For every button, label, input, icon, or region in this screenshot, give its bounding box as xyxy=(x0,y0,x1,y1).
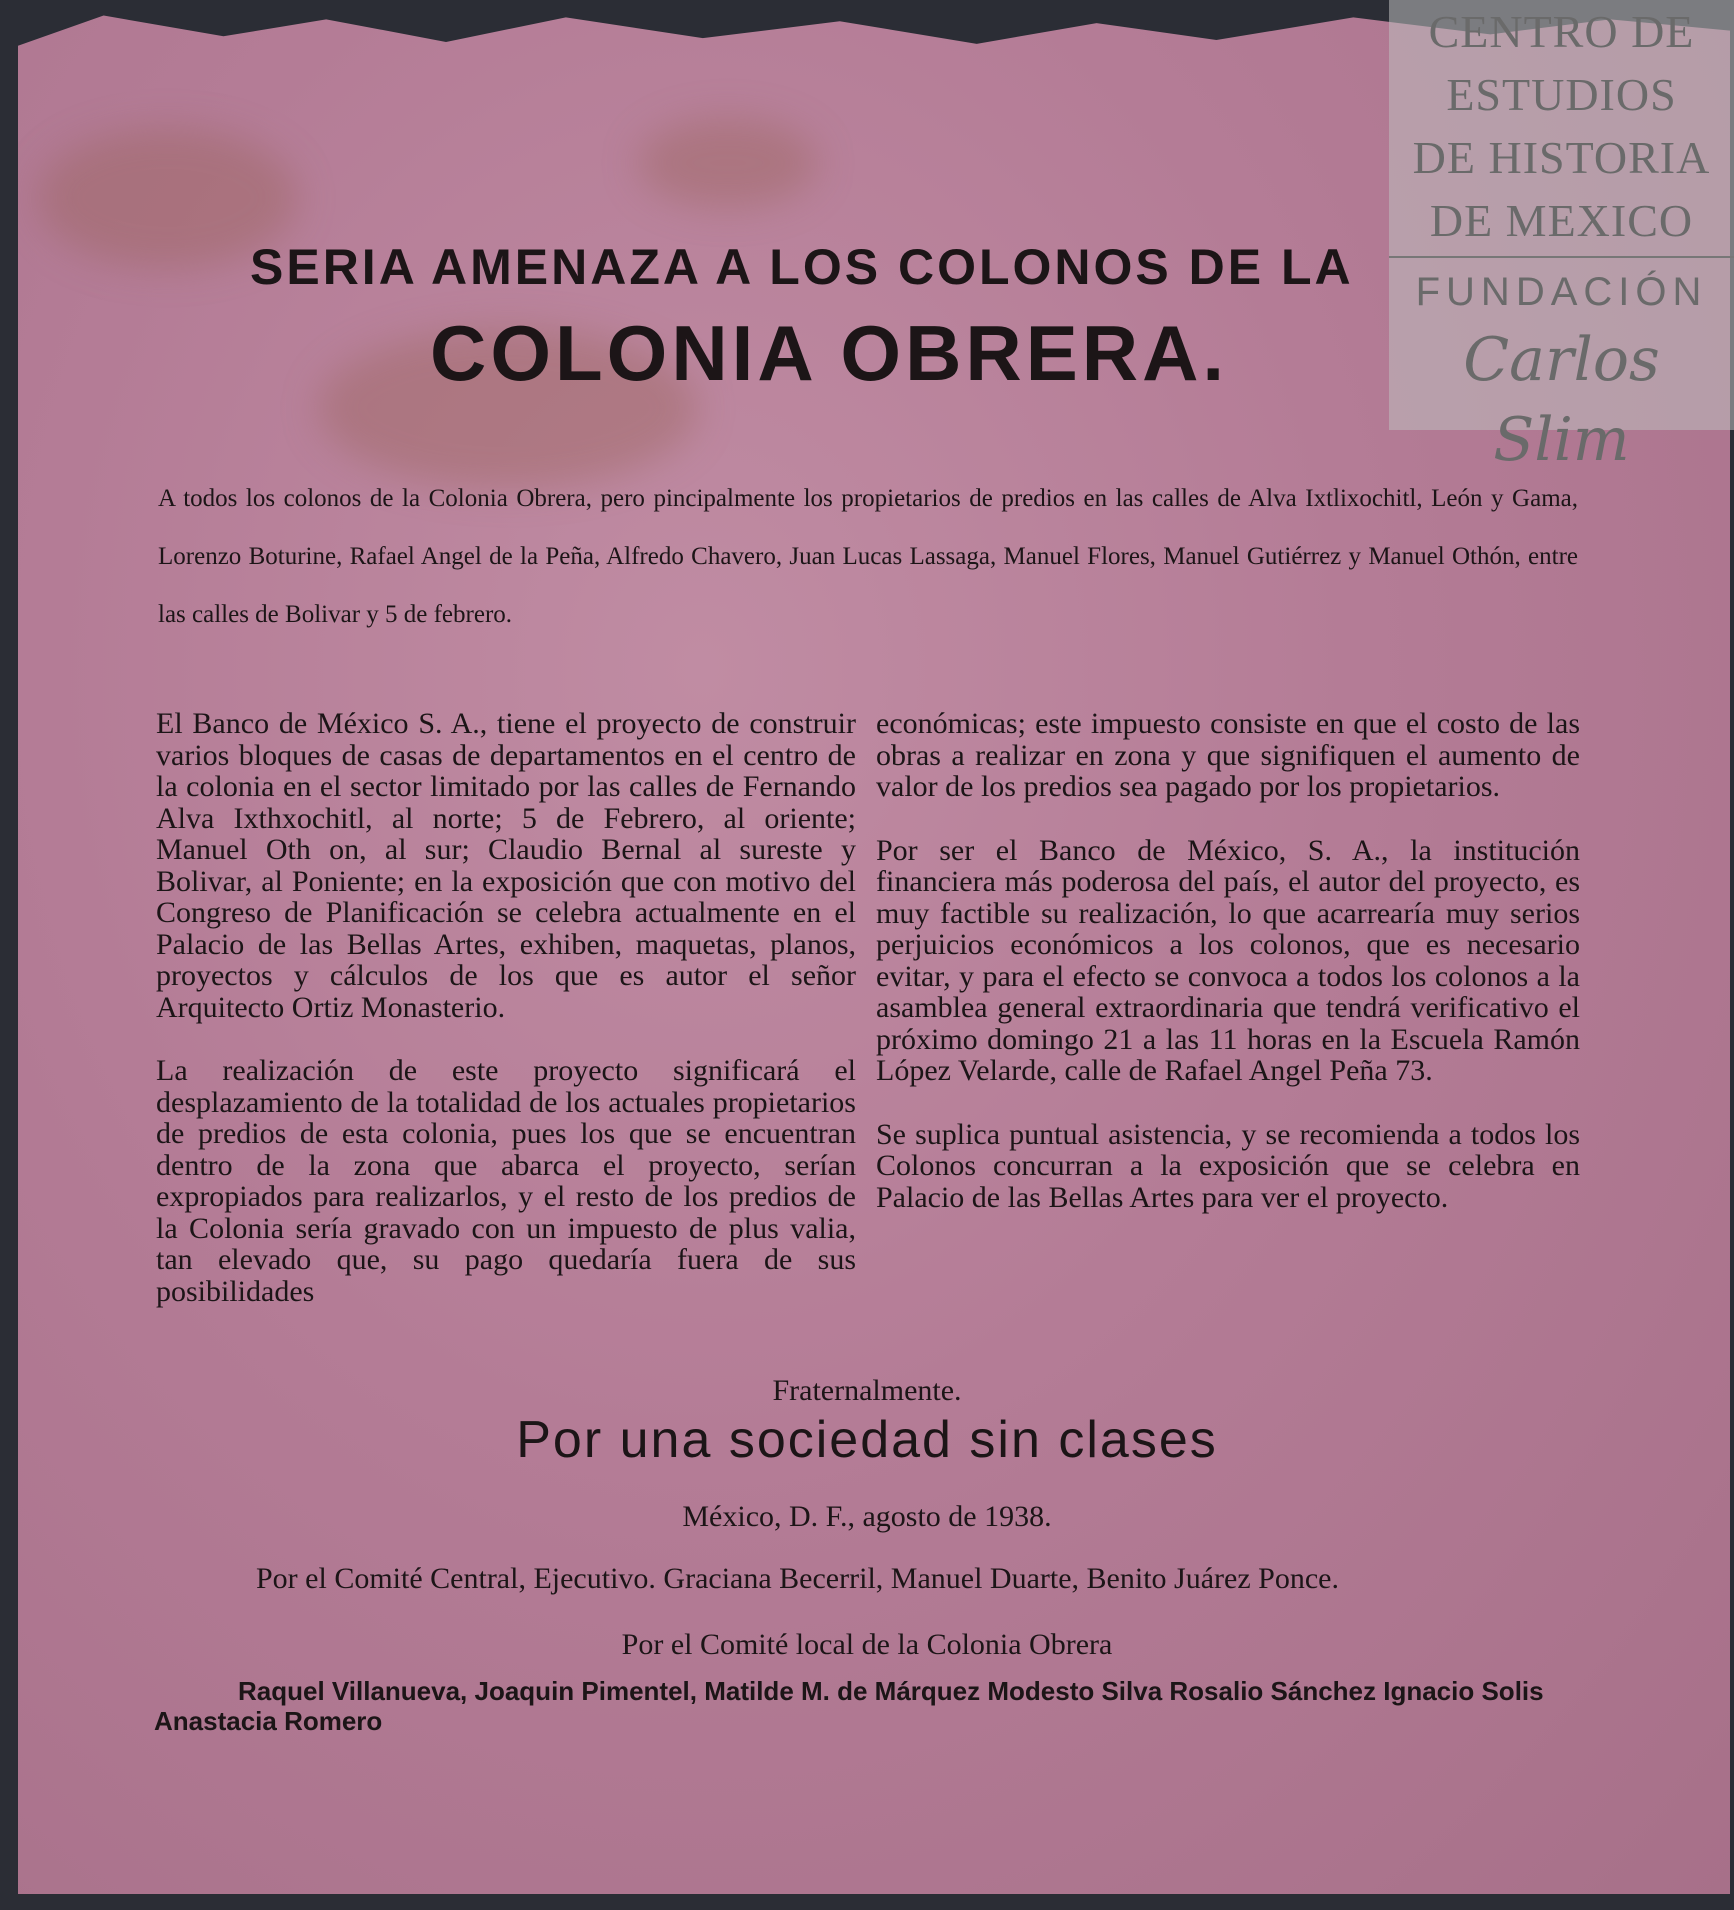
watermark-line: DE MEXICO xyxy=(1429,195,1694,246)
headline-line-1: SERIA AMENAZA A LOS COLONOS DE LA xyxy=(250,239,1354,295)
watermark-line: DE HISTORIA xyxy=(1412,132,1711,183)
motto: Por una sociedad sin clases xyxy=(516,1411,1218,1469)
watermark-line: CENTRO DE xyxy=(1428,6,1695,57)
local-committee: Por el Comité local de la Colonia Obrera xyxy=(621,1628,1113,1661)
intro-paragraph: A todos los colonos de la Colonia Obrera, pero pincipalmente los propietarios de predios en las calles de Alva Ixtlixochitl, León y Gama, Lorenzo Boturine, Rafael Angel de la Peña, Alfredo Chavero, Juan Lucas Lassaga, Manuel Flores, Manuel Gutiérrez y Manuel Othón, entre las calles de Bolivar y 5 de febrero. xyxy=(158,485,1578,628)
members-line: Anastacia Romero xyxy=(154,1706,383,1736)
headline-line-2: COLONIA OBRERA. xyxy=(430,309,1229,397)
body-paragraph: La realización de este proyecto significará el desplazamiento de la totalidad de los actuales propietarios de predios de esta colonia, pues los que se encuentran dentro de la zona que abarca el proyecto, serían expropiados para realizarlos, y el resto de los predios de la Colonia sería gravado con un impuesto de plus valia, tan elevado que, su pago quedaría fuera de sus posibilidades xyxy=(156,1054,856,1308)
archive-watermark xyxy=(1389,0,1734,475)
watermark-line: ESTUDIOS xyxy=(1446,69,1677,120)
executive-committee: Por el Comité Central, Ejecutivo. Graciana Becerril, Manuel Duarte, Benito Juárez Ponce. xyxy=(256,1562,1339,1595)
body-paragraph: Se suplica puntual asistencia, y se recomienda a todos los Colonos concurran a la exposición que se celebra en Palacio de las Bellas Artes para ver el proyecto. xyxy=(876,1117,1580,1214)
body-column-right xyxy=(876,708,1580,1245)
watermark-signature: Carlos Slim xyxy=(1463,325,1660,475)
committee-members xyxy=(154,1676,1554,1736)
body-paragraph: Por ser el Banco de México, S. A., la institución financiera más poderosa del país, el autor del proyecto, es muy factible su realización, lo que acarrearía muy serios perjuicios económicos a los colonos, que es necesario evitar, y para el efecto se convoca a todos los colonos a la asamblea general extraordinaria que tendrá verificativo el próximo domingo 21 a las 11 horas en la Escuela Ramón López Velarde, calle de Rafael Angel Peña 73. xyxy=(876,833,1580,1087)
body-column-left xyxy=(156,708,856,1339)
members-line: Raquel Villanueva, Joaquin Pimentel, Matilde M. de Márquez Modesto Silva Rosalio Sánchez Ignacio Solis xyxy=(238,1676,1544,1706)
watermark-foundation: FUNDACIÓN xyxy=(1415,270,1708,314)
dateline: México, D. F., agosto de 1938. xyxy=(682,1500,1052,1533)
water-stain xyxy=(638,118,818,208)
body-paragraph: económicas; este impuesto consiste en que el costo de las obras a realizar en zona y que signifiquen el aumento de valor de los predios sea pagado por los propietarios. xyxy=(876,707,1580,803)
body-paragraph: El Banco de México S. A., tiene el proyecto de construir varios bloques de casas de departamentos en el centro de la colonia en el sector limitado por las calles de Fernando Alva Ixthxochitl, al norte; 5 de Febrero, al oriente; Manuel Oth on, al sur; Claudio Bernal al sureste y Bolivar, al Poniente; en la exposición que con motivo del Congreso de Planificación se celebra actualmente en el Palacio de las Bellas Artes, exhiben, maquetas, planos, proyectos y cálculos de los que es autor el señor Arquitecto Ortiz Monasterio. xyxy=(156,707,856,1024)
closing-salutation: Fraternalmente. xyxy=(772,1374,962,1407)
